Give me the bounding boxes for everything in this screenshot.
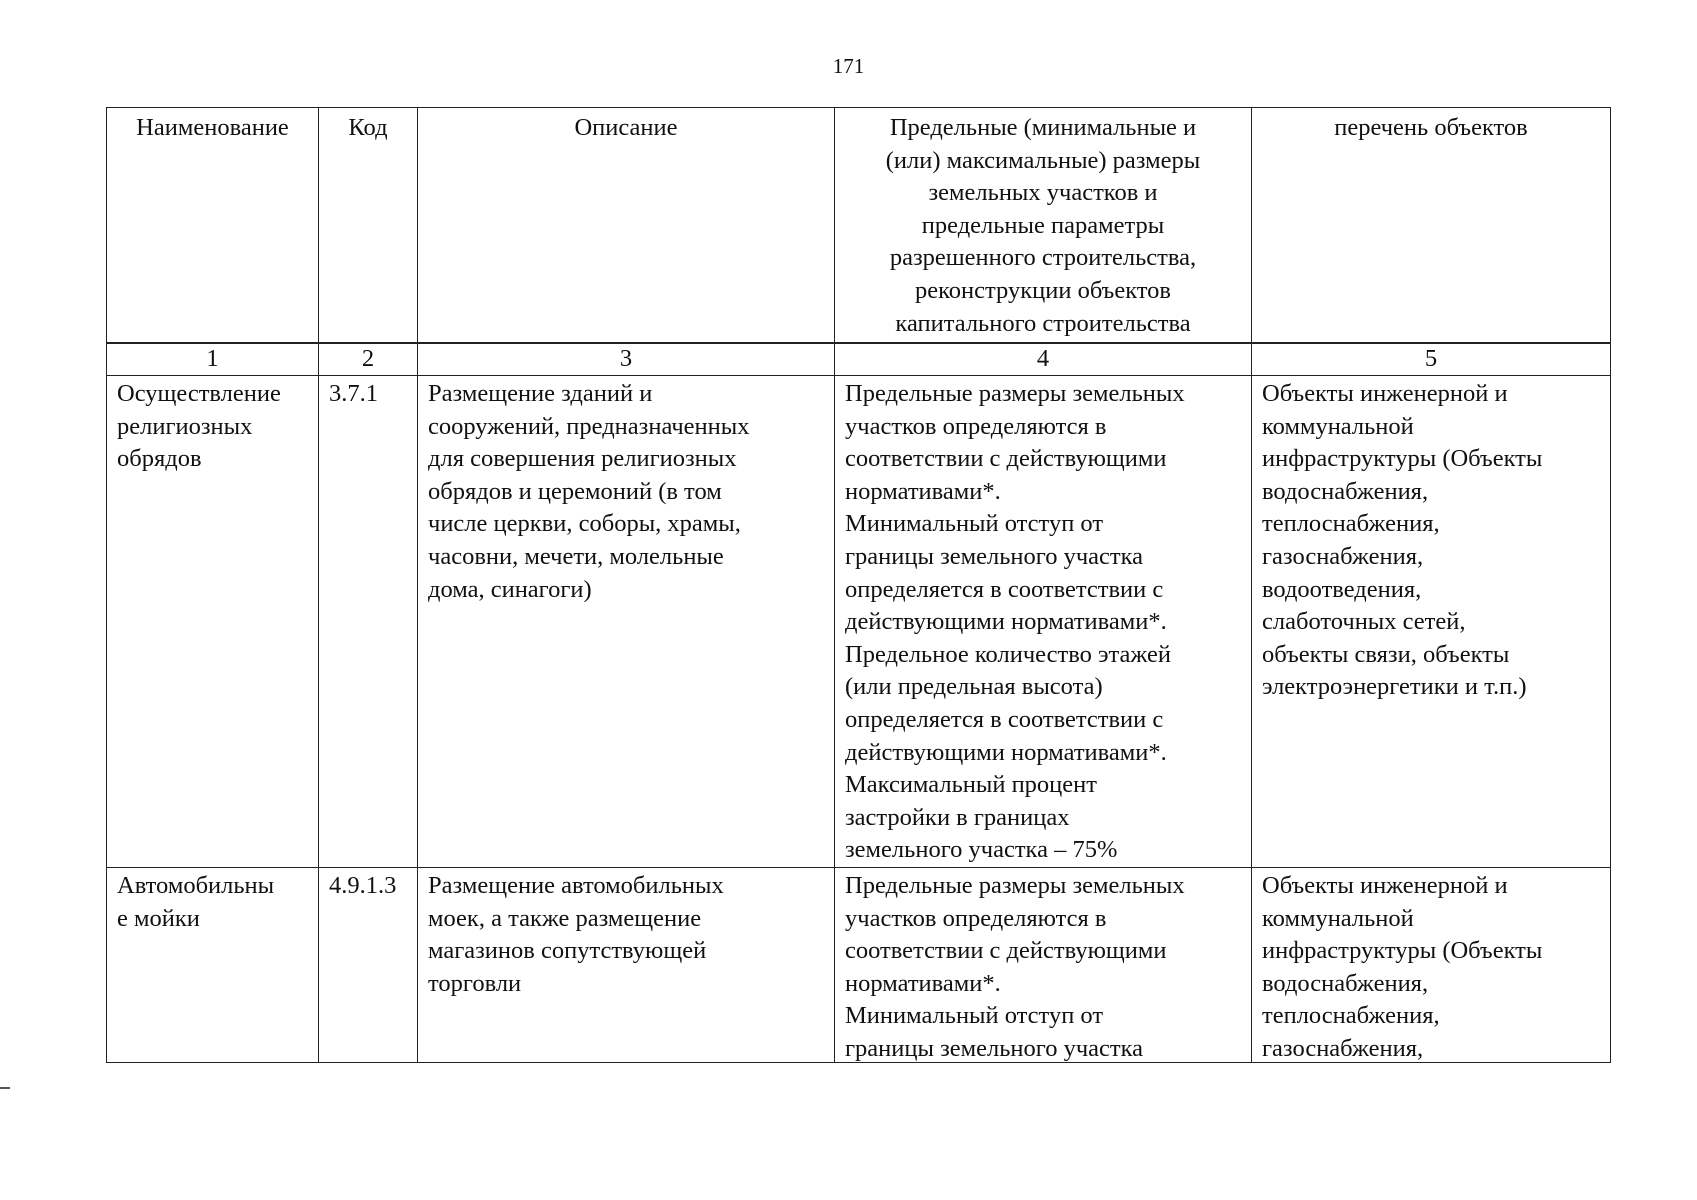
row-limits: Предельные размеры земельных участков определяются в соответствии с действующими нормативами*. Минимальный отступ от границы земельного участка [835, 867, 1252, 1062]
header-objects: перечень объектов [1252, 108, 1611, 344]
land-use-table [106, 107, 1611, 1063]
column-number-row [107, 343, 1611, 376]
row-objects: Объекты инженерной и коммунальной инфраструктуры (Объекты водоснабжения, теплоснабжения, газоснабжения, [1252, 867, 1611, 1062]
header-limits: Предельные (минимальные и (или) максимальные) размеры земельных участков и предельные параметры разрешенного строительства, реконструкции объектов капитального строительства [835, 108, 1252, 344]
table-row [107, 376, 1611, 868]
row-description: Размещение зданий и сооружений, предназначенных для совершения религиозных обрядов и церемоний (в том числе церкви, соборы, храмы, часовни, мечети, молельные дома, синагоги) [418, 376, 835, 868]
row-code: 4.9.1.3 [319, 867, 418, 1062]
column-number: 1 [107, 343, 319, 376]
table-row [107, 867, 1611, 1062]
column-number: 4 [835, 343, 1252, 376]
row-code: 3.7.1 [319, 376, 418, 868]
row-name: Автомобильны е мойки [107, 867, 319, 1062]
scan-margin-mark [0, 1087, 10, 1089]
row-description: Размещение автомобильных моек, а также размещение магазинов сопутствующей торговли [418, 867, 835, 1062]
column-number: 5 [1252, 343, 1611, 376]
row-limits: Предельные размеры земельных участков определяются в соответствии с действующими нормативами*. Минимальный отступ от границы земельного участка определяется в соответствии с действующими нормативами*. Предельное количество этажей (или предельная высота) определяется в соответствии с действующими нормативами*. Максимальный процент застройки в границах земельного участка – 75% [835, 376, 1252, 868]
header-name: Наименование [107, 108, 319, 344]
table-header-row [107, 108, 1611, 344]
column-number: 3 [418, 343, 835, 376]
row-objects: Объекты инженерной и коммунальной инфраструктуры (Объекты водоснабжения, теплоснабжения, газоснабжения, водоотведения, слаботочных сетей, объекты связи, объекты электроэнергетики и т.п.) [1252, 376, 1611, 868]
header-description: Описание [418, 108, 835, 344]
page-number: 171 [832, 54, 865, 78]
row-name: Осуществление религиозных обрядов [107, 376, 319, 868]
header-code: Код [319, 108, 418, 344]
column-number: 2 [319, 343, 418, 376]
